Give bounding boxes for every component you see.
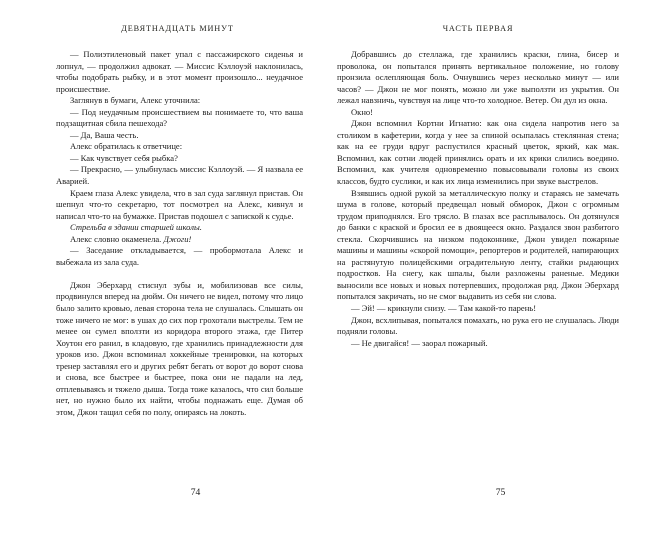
page-right-body bbox=[337, 49, 619, 349]
paragraph: — Заседание откладывается, — пробормотала Алекс и выбежала из зала суда. bbox=[56, 245, 303, 267]
paragraph: Джон Эберхард стиснул зубы и, мобилизовав все силы, продвинулся вперед на дюйм. Он ничего не видел, потому что лицо было залито кровью, левая сторона тела не слушалась. Слышать он тоже ничего не мог: в ушах до сих пор грохотали выстрелы. Тем не менее он сумел вползти из коридора второго этажа, где Питер Хоутон его ранил, в кладовую, где хранились принадлежности для уроков изо. Джон вспоминал хоккейные тренировки, на которых тренер заставлял его и других ребят бегать от ворот до ворот снова и снова, все быстрее и быстрее, пока они не падали на лед, отплевываясь и тяжело дыша. Тогда тоже казалось, что сил больше нет, но нужно было их найти, чтобы поднажать еще. Думая об этом, Джон тащил себя по полу, опираясь на локоть. bbox=[56, 279, 303, 417]
paragraph: Краем глаза Алекс увидела, что в зал суда заглянул пристав. Он шепнул что-то секретарю, тот посмотрел на Алекс, кивнул и написал что-то на бумажке. Пристав подошел с запиской к судье. bbox=[56, 187, 303, 221]
page-number-right: 75 bbox=[495, 487, 506, 498]
paragraph: — Эй! — крикнули снизу. — Там какой-то парень! bbox=[351, 303, 537, 314]
paragraph: Джон вспомнил Кортни Игнатио: как она сидела напротив него за столиком в кафетерии, когда у нее за спиной осыпалась стеклянная стена; как на ее груди вдруг распустился красный цветок, яркий, как мак. Вспомнил, как сотни людей принялись орать и их крики слились воедино. Вспомнил, как учителя одновременно повысовывали головы из своих классов, будто суслики, и как их лица изменились при звуке выстрелов. bbox=[337, 118, 619, 187]
paragraph: Заглянув в бумаги, Алекс уточнила: bbox=[70, 95, 201, 106]
paragraph-text-prefix: Алекс словно окаменела. bbox=[70, 233, 164, 244]
paragraph: — Полиэтиленовый пакет упал с пассажирского сиденья и лопнул, — продолжил адвокат. — Миссис Кэллоуэй наклонилась, чтобы подобрать рыбку, и в этот момент произошло... неудачное происшествие. bbox=[56, 49, 303, 94]
paragraph: Добравшись до стеллажа, где хранились краски, глина, бисер и проволока, он попытался принять вертикальное положение, но голову пронзила ослепляющая боль. Очнувшись через несколько минут — или часов? — Джон не мог понять, можно ли уже выползти из укрытия. Он лежал навзничь, чувствуя на лице что-то холодное. Ветер. Он дул из окна. bbox=[337, 49, 619, 106]
paragraph-italic-note: Стрельба в здании старшей школы. bbox=[70, 222, 202, 233]
paragraph: — Как чувствует себя рыбка? bbox=[70, 152, 178, 163]
paragraph: Взявшись одной рукой за металлическую полку и стараясь не замечать шума в голове, который предвещал новый обморок, Джон с огромным трудом приподнялся. Его трясло. В глазах все расплывалось. Он дотянулся до банки с краской и бросил ее в двоящееся окно. Раздался звон разбитого стекла. Скорчившись на низком подоконнике, Джон увидел пожарные машины и машины «скорой помощи», репортеров и родителей, напирающих на растянутую полицейскими оградительную ленту, стайки рыдающих подростков. На снегу, как шпалы, были разложены раненые. Медики выносили все новых и новых потерпевших, продолжая ряд. Джон Эберхард попытался закричать, но не смог выдавить из себя ни слова. bbox=[337, 187, 619, 302]
paragraph-with-italic-exclamation bbox=[56, 234, 303, 246]
paragraph: — Прекрасно, — улыбнулась миссис Кэллоуэй. — Я назвала ее Аварией. bbox=[56, 164, 303, 187]
page-right bbox=[327, 0, 654, 540]
running-head-right: ЧАСТЬ ПЕРВАЯ bbox=[442, 24, 514, 33]
paragraph: Джон, всхлипывая, попытался помахать, но рука его не слушалась. Люди подняли головы. bbox=[337, 314, 619, 337]
paragraph: — Не двигайся! — заорал пожарный. bbox=[351, 337, 488, 348]
page-left-body bbox=[56, 49, 303, 418]
italic-name: Джоги! bbox=[163, 233, 192, 244]
running-head-left: ДЕВЯТНАДЦАТЬ МИНУТ bbox=[121, 24, 234, 33]
paragraph: — Под неудачным происшествием вы понимаете то, что ваша подзащитная сбила пешехода? bbox=[56, 106, 303, 129]
paragraph: — Да, Ваша честь. bbox=[70, 129, 139, 140]
paragraph: Окно! bbox=[351, 106, 374, 117]
paragraph: Алекс обратилась к ответчице: bbox=[70, 141, 183, 152]
page-number-left: 74 bbox=[190, 487, 201, 498]
